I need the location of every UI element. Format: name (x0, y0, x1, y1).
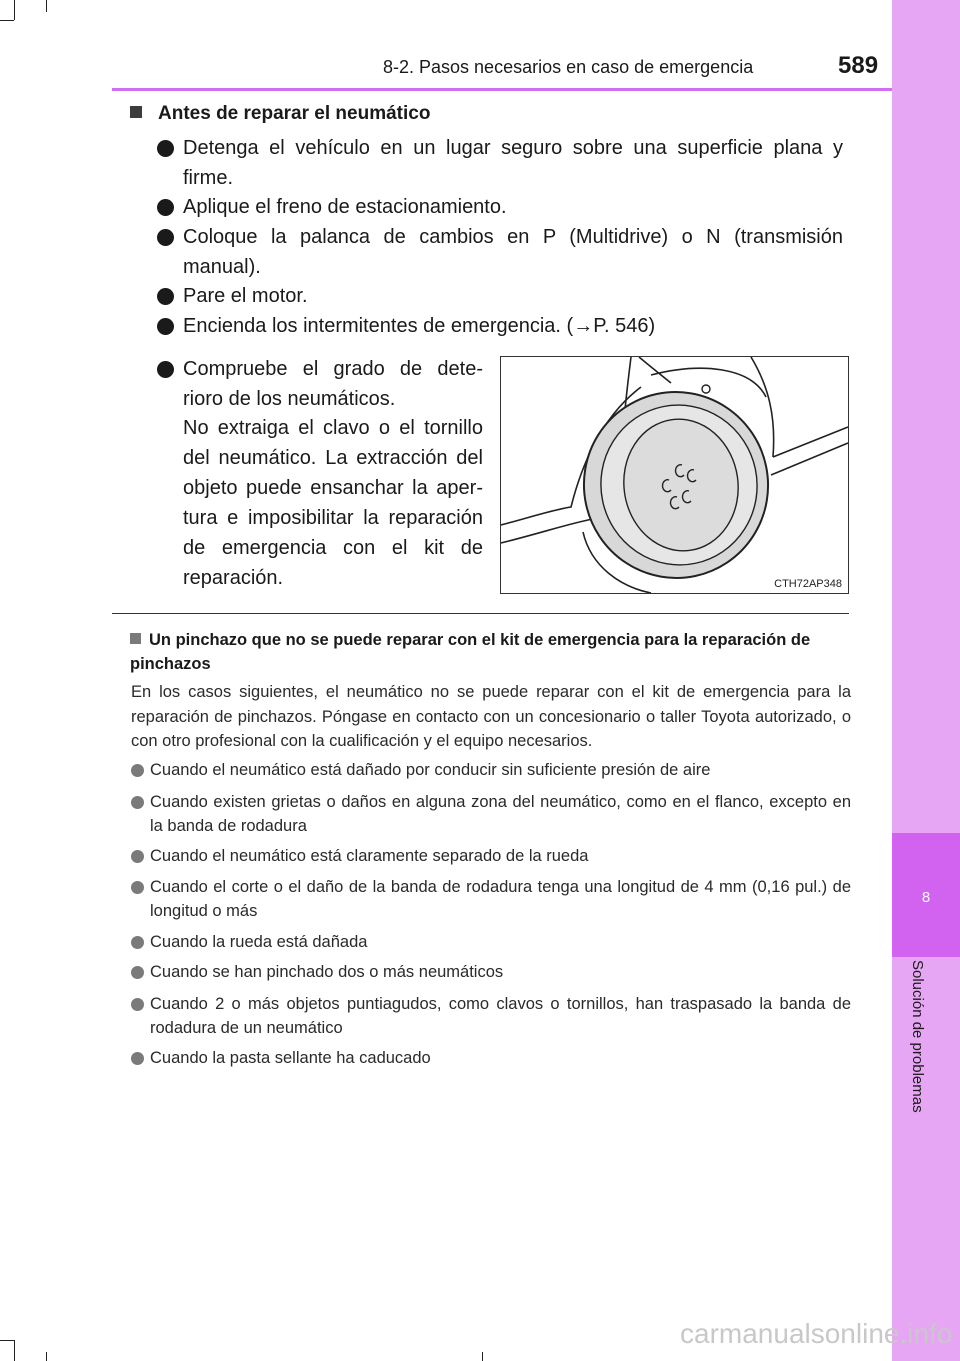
crop-mark (482, 1352, 483, 1361)
bullet-dot-icon (131, 936, 144, 949)
bullet-item: Pare el motor. (183, 285, 308, 307)
intro-paragraph: En los casos siguientes, el neumático no se puede reparar con el kit de emergencia para la reparación de pinchazos. Póngase en contacto con un concesionario o taller Toyota autorizado, o con otro profesional con la cualificación y el equipo necesarios. (131, 683, 851, 750)
section-divider (112, 613, 849, 614)
nail-icon (702, 385, 710, 393)
bullet-item: Detenga el vehículo en un lugar seguro sobre una superficie plana y firme. (183, 137, 843, 189)
bullet-dot-icon (157, 199, 174, 216)
crop-mark (46, 1352, 47, 1361)
list-item: Cuando 2 o más objetos puntiagudos, como clavos o tornillos, han traspasado la banda de rodadura de un neumático (150, 995, 851, 1037)
crop-mark (14, 1340, 15, 1361)
section-heading-before-repair (130, 103, 430, 125)
bullet-dot-icon (131, 998, 144, 1011)
chapter-title-vertical (906, 960, 930, 1140)
crop-mark (0, 20, 14, 21)
section-heading-text: Antes de reparar el neumático (158, 103, 431, 124)
watermark: carmanualsonline.info (680, 1318, 953, 1349)
chapter-side-tab (892, 0, 960, 1361)
list-item: Cuando existen grietas o daños en alguna zona del neumático, como en el flanco, excepto en la banda de rodadura (150, 793, 851, 835)
bullet-item: Coloque la palanca de cambios en P (Multidrive) o N (transmisión manual). (183, 226, 843, 278)
figure-code: CTH72AP348 (774, 578, 842, 590)
page-number: 589 (838, 52, 879, 79)
section-header-title: 8-2. Pasos necesarios en caso de emergencia (383, 57, 754, 77)
tire-illustration (501, 357, 848, 593)
chapter-title: Solución de problemas (909, 960, 926, 1113)
section-heading-text: Un pinchazo que no se puede reparar con el kit de emergencia para la reparación de pinchazos (130, 631, 811, 673)
crop-mark (0, 1340, 14, 1341)
tire-inspection-figure (500, 356, 849, 594)
list-item: Cuando la rueda está dañada (150, 933, 368, 951)
list-item: Cuando el neumático está claramente separado de la rueda (150, 847, 589, 865)
bullet-dot-icon (131, 850, 144, 863)
crop-mark (46, 0, 47, 12)
bullet-dot-icon (157, 140, 174, 157)
bullet-item: Encienda los intermitentes de emergencia. (→P. 546) (183, 315, 656, 337)
list-item: Cuando el neumático está dañado por conducir sin suficiente presión de aire (150, 761, 711, 779)
bullet-dot-icon (131, 796, 144, 809)
square-bullet-icon (130, 633, 141, 644)
bullet-dot-icon (157, 318, 174, 335)
chapter-number: 8 (921, 889, 931, 906)
list-item: Cuando la pasta sellante ha caducado (150, 1049, 431, 1067)
bullet-dot-icon (131, 1052, 144, 1065)
bullet-item: Compruebe el grado de dete-rioro de los neumáticos. (183, 358, 483, 410)
bullet-dot-icon (131, 881, 144, 894)
list-item: Cuando se han pinchado dos o más neumáticos (150, 963, 504, 981)
bullet-dot-icon (131, 966, 144, 979)
list-item: Cuando el corte o el daño de la banda de rodadura tenga una longitud de 4 mm (0,16 pul.) de longitud o más (150, 878, 851, 920)
header-rule (112, 88, 892, 91)
bullet-dot-icon (131, 764, 144, 777)
square-bullet-icon (130, 106, 142, 118)
chapter-number-box (892, 833, 960, 957)
crop-mark (14, 0, 15, 20)
bullet-dot-icon (157, 288, 174, 305)
bullet-dot-icon (157, 229, 174, 246)
bullet-item: Aplique el freno de estacionamiento. (183, 196, 507, 218)
section-heading-irreparable (130, 628, 852, 676)
bullet-note: No extraiga el clavo o el tornillo del neumático. La extracción del objeto puede ensanchar la aper-tura e imposibilitar la reparación de emergencia con el kit de reparación. (183, 417, 483, 589)
bullet-dot-icon (157, 361, 174, 378)
